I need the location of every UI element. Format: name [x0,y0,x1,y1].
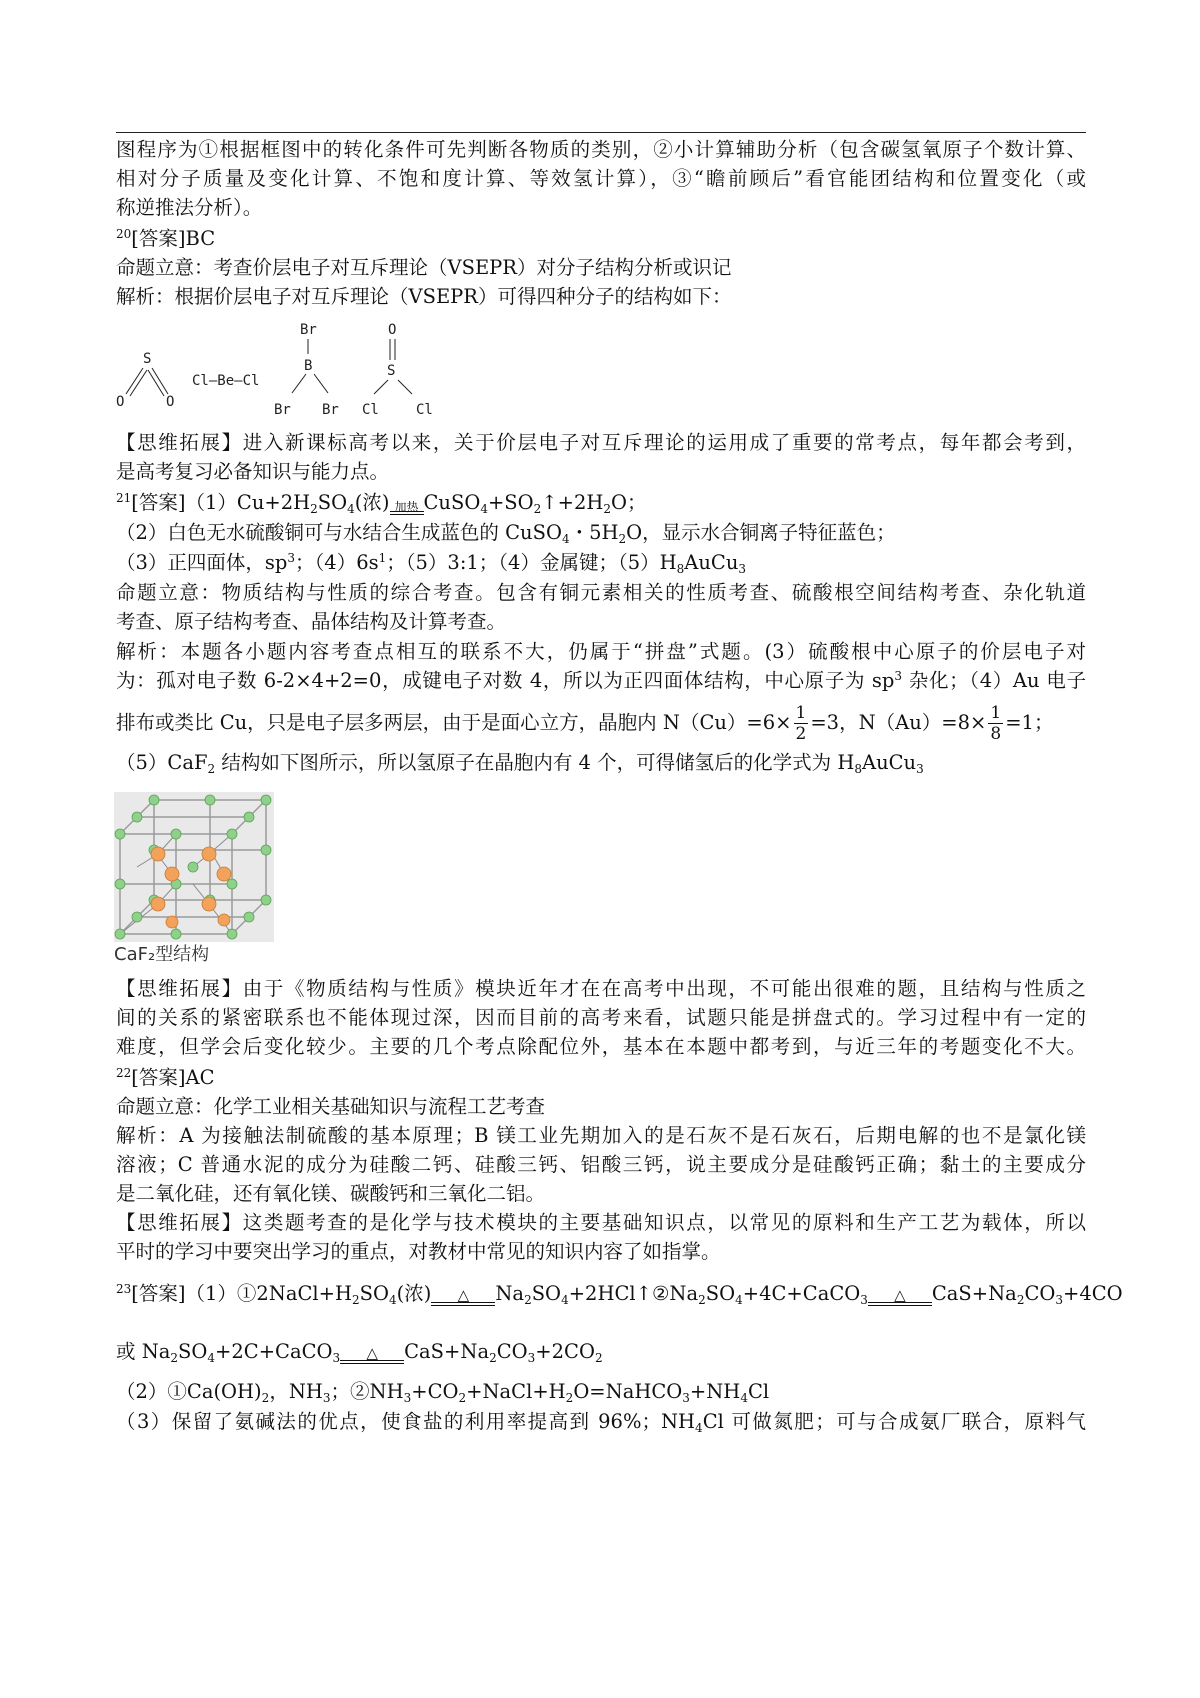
q20-extension: 是高考复习必备知识与能力点。 [116,460,390,483]
svg-text:O: O [388,322,397,338]
header-rule [116,132,1086,133]
text-line: 称逆推法分析）。 [116,196,263,219]
q23-answer-2: 或 $Na_2SO_4+2C+CaCO_3$ △ $CaS+Na_2CO_3+2CO_2$ [116,1340,603,1365]
caf2-caption: CaF₂型结构 [114,944,210,965]
q21-intent: 命题立意：物质结构与性质的综合考查。包含有铜元素相关的性质考查、硫酸根空间结构考查、杂化轨道 [116,581,1086,604]
q21-extension: 【思维拓展】由于《物质结构与性质》模块近年才在在高考中出现，不可能出很难的题，且结构与性质之 [116,977,1086,1000]
q22-intent: 命题立意：化学工业相关基础知识与流程工艺考查 [116,1095,546,1118]
q22-extension: 平时的学习中要突出学习的重点，对教材中常见的知识内容了如指掌。 [116,1240,721,1263]
q21-analysis-2: 为：孤对电子数 6-2×4+2=0，成键电子对数 4，所以为正四面体结构，中心原子为 $sp^3$ 杂化；（4）Au 电子 [116,669,1086,692]
q20-intent: 命题立意：考查价层电子对互斥理论（VSEPR）对分子结构分析或识记 [116,256,732,279]
q23-answer-4: （3）保留了氨碱法的优点，使食盐的利用率提高到 96%；$NH_4Cl$ 可做氮肥；可与合成氨厂联合，原料气 [116,1410,1087,1435]
q22-extension: 【思维拓展】这类题考查的是化学与技术模块的主要基础知识点，以常见的原料和生产工艺为载体，所以 [116,1211,1086,1234]
q21-analysis: 解析：本题各小题内容考查点相互的联系不大，仍属于“拼盘”式题。(3）硫酸根中心原子的价层电子对 [116,640,1086,663]
q20-analysis: 解析：根据价层电子对互斥理论（VSEPR）可得四种分子的结构如下： [116,285,732,308]
svg-text:O: O [116,394,125,410]
q20-extension: 【思维拓展】进入新课标高考以来，关于价层电子对互斥理论的运用成了重要的常考点，每年都会考到， [116,431,1086,454]
q21-analysis-4: （5）CaF$_2$ 结构如下图所示，所以氢原子在晶胞内有 4 个，可得储氢后的化学式为 $H_8AuCu_3$ [116,751,924,776]
q20-answer: $^{20}$[答案]BC [116,227,216,250]
q22-answer: $^{22}$[答案]AC [116,1066,215,1089]
svg-text:Cl: Cl [416,402,433,418]
svg-text:S: S [387,363,396,379]
text-line: 图程序为①根据框图中的转化条件可先判断各物质的类别，②小计算辅助分析（包含碳氢氧原子个数计算、 [116,138,1086,161]
svg-text:Cl: Cl [362,402,379,418]
q21-analysis-3: 排布或类比 Cu，只是电子层多两层，由于是面心立方，晶胞内 N（Cu）=6× $\frac{1}{2}$ =3，N（Au）=8× $\frac{1}{8}$ =1； [116,703,1054,744]
q23-answer-3: $(2)①Ca(OH)_2$，$NH_3$；$②NH_3+CO_2+NaCl+H_2O=NaHCO_3+NH_4Cl$ [116,1380,770,1405]
svg-text:S: S [143,351,152,367]
svg-text:Br: Br [300,322,317,338]
text-line: 相对分子质量及变化计算、不饱和度计算、等效氢计算），③“瞻前顾后”看官能团结构和位置变化（或 [116,167,1086,190]
svg-text:Br: Br [322,402,339,418]
svg-text:Br: Br [274,402,291,418]
q22-analysis: 解析：A 为接触法制硫酸的基本原理；B 镁工业先期加入的是石灰不是石灰石，后期电解的也不是氯化镁 [116,1124,1086,1147]
socl2-structure [362,322,433,418]
q21-answer-3: （3）正四面体，$sp^3$；$(4)6s^1$；（5）3:1；（4）金属键；$(5)H_8AuCu_3$ [116,551,747,576]
q23-answer-1: $^{23}$[答案]$(1)①2NaCl+H_2SO_4$(浓) △ $Na_2SO_4+2HCl↑②Na_2SO_4+4C+CaCO_3$ △ $CaS+Na_2CO_3+4CO$ [116,1282,1123,1307]
q21-intent: 考查、原子结构考查、晶体结构及计算考查。 [116,610,507,633]
q21-answer-2: （2）白色无水硫酸铜可与水结合生成蓝色的 CuSO$_4$・$5H_2O$，显示水合铜离子特征蓝色； [116,521,896,546]
becl2-structure: Cl—Be—Cl [192,373,260,389]
q21-extension: 难度，但学会后变化较少。主要的几个考点除配位外，基本在本题中都考到，与近三年的考题变化不大。 [116,1035,1086,1058]
q21-answer: $^{21}$[答案]$(1)Cu+2H_2SO_4$(浓) 加热 $CuSO_4+SO_2↑+2H_2O$； [116,491,647,516]
q21-extension: 间的关系的紧密联系也不能体现过深，因而目前的高考来看，试题只能是拼盘式的。学习过程中有一定的 [116,1006,1086,1029]
q22-analysis: 是二氧化硅，还有氧化镁、碳酸钙和三氧化二铝。 [116,1182,546,1205]
caf2-cube-diagram [114,792,274,942]
caf2-crystal-image [114,792,274,965]
vsepr-structures [116,318,446,424]
bbr3-structure [274,322,339,418]
so2-structure [116,351,174,410]
svg-text:B: B [304,358,313,374]
svg-text:O: O [166,394,175,410]
q22-analysis: 溶液；C 普通水泥的成分为硅酸二钙、硅酸三钙、铝酸三钙，说主要成分是硅酸钙正确；黏土的主要成分 [116,1153,1086,1176]
